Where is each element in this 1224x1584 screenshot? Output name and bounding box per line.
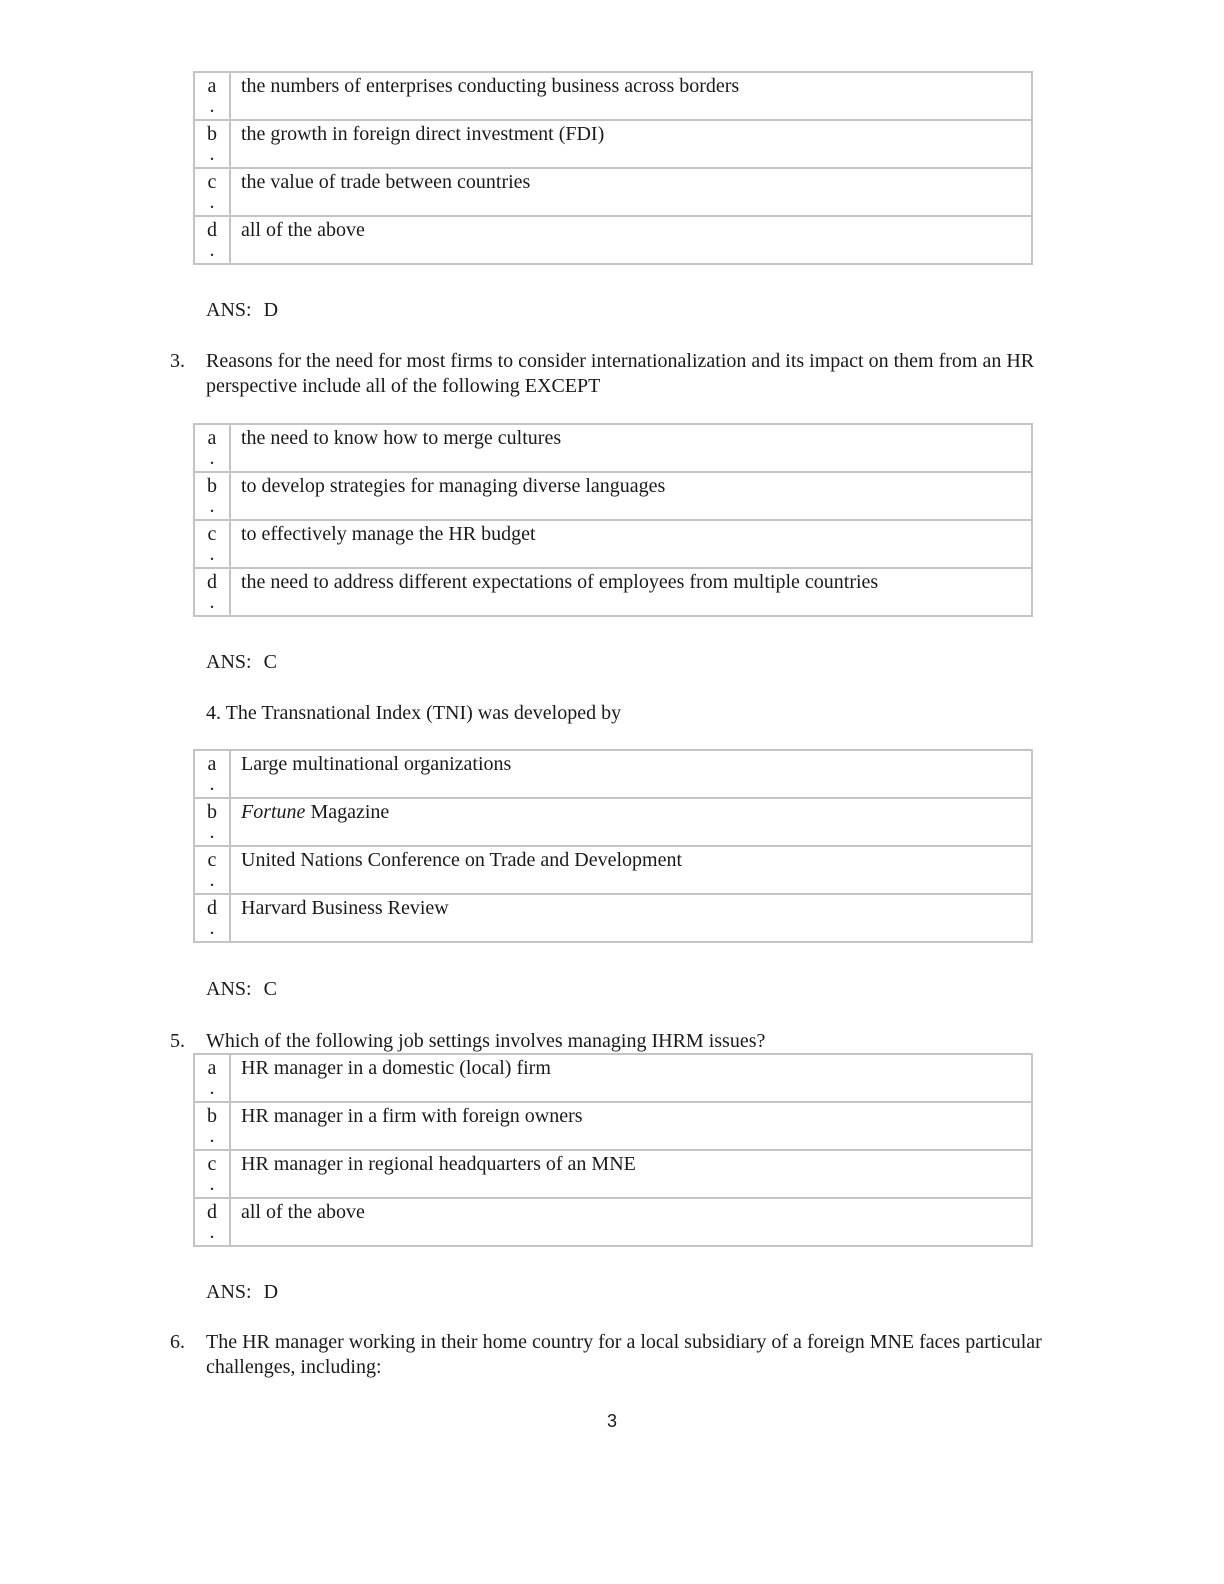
q4-question-text: 4. The Transnational Index (TNI) was developed by — [206, 702, 622, 724]
option-row — [194, 1102, 1032, 1150]
q2-options-table — [193, 71, 1033, 265]
option-text: HR manager in a firm with foreign owners — [230, 1102, 1032, 1150]
q5-question — [170, 1029, 1090, 1054]
option-letter: c . — [194, 846, 230, 894]
option-text: the need to address different expectations of employees from multiple countries — [230, 568, 1032, 616]
option-row — [194, 168, 1032, 216]
question-number: 3. — [170, 350, 185, 372]
answer-value: C — [263, 651, 277, 673]
option-text: the numbers of enterprises conducting business across borders — [230, 72, 1032, 120]
option-row — [194, 750, 1032, 798]
answer-value: D — [263, 299, 279, 321]
option-text: Harvard Business Review — [230, 894, 1032, 942]
answer-value: D — [263, 1281, 279, 1303]
option-text: Fortune Magazine — [230, 798, 1032, 846]
option-row — [194, 1150, 1032, 1198]
option-letter: b . — [194, 472, 230, 520]
question-number: 6. — [170, 1331, 185, 1353]
option-letter: d . — [194, 1198, 230, 1246]
option-text: HR manager in a domestic (local) firm — [230, 1054, 1032, 1102]
option-letter: a . — [194, 1054, 230, 1102]
page-number: 3 — [606, 1411, 617, 1431]
option-row — [194, 72, 1032, 120]
q3-question — [170, 349, 1090, 399]
answer-label: ANS: — [206, 299, 252, 321]
answer-value: C — [263, 978, 277, 1000]
q3-options-table — [193, 423, 1033, 617]
q5-answer — [206, 1280, 278, 1305]
option-text: Large multinational organizations — [230, 750, 1032, 798]
option-text: to effectively manage the HR budget — [230, 520, 1032, 568]
option-row — [194, 424, 1032, 472]
option-text: to develop strategies for managing diverse languages — [230, 472, 1032, 520]
italic-title: Fortune — [241, 801, 306, 823]
option-text: the growth in foreign direct investment (FDI) — [230, 120, 1032, 168]
question-text: The HR manager working in their home country for a local subsidiary of a foreign MNE faces particular challenges, including: — [206, 1331, 1042, 1378]
option-letter: d . — [194, 216, 230, 264]
q6-question — [170, 1330, 1090, 1380]
option-row — [194, 846, 1032, 894]
option-row — [194, 798, 1032, 846]
option-letter: b . — [194, 1102, 230, 1150]
question-number: 5. — [170, 1030, 185, 1052]
answer-label: ANS: — [206, 1281, 252, 1303]
option-row — [194, 1198, 1032, 1246]
q3-answer — [206, 650, 277, 675]
option-text: all of the above — [230, 216, 1032, 264]
answer-label: ANS: — [206, 651, 252, 673]
option-letter: a . — [194, 72, 230, 120]
option-letter: a . — [194, 424, 230, 472]
option-row — [194, 568, 1032, 616]
option-row — [194, 120, 1032, 168]
answer-label: ANS: — [206, 978, 252, 1000]
option-row — [194, 472, 1032, 520]
option-row — [194, 520, 1032, 568]
q4-options-table — [193, 749, 1033, 943]
option-letter: c . — [194, 1150, 230, 1198]
question-text: Reasons for the need for most firms to consider internationalization and its impact on them from an HR perspective include all of the following EXCEPT — [206, 350, 1035, 397]
option-letter: c . — [194, 520, 230, 568]
q2-answer — [206, 298, 278, 323]
option-row — [194, 216, 1032, 264]
option-letter: b . — [194, 120, 230, 168]
option-text: the value of trade between countries — [230, 168, 1032, 216]
option-row — [194, 894, 1032, 942]
option-letter: c . — [194, 168, 230, 216]
option-letter: d . — [194, 894, 230, 942]
option-letter: b . — [194, 798, 230, 846]
option-text: the need to know how to merge cultures — [230, 424, 1032, 472]
question-text: Which of the following job settings involves managing IHRM issues? — [206, 1030, 766, 1052]
option-text: HR manager in regional headquarters of an MNE — [230, 1150, 1032, 1198]
q4-answer — [206, 977, 277, 1002]
option-row — [194, 1054, 1032, 1102]
option-letter: d . — [194, 568, 230, 616]
option-text: United Nations Conference on Trade and Development — [230, 846, 1032, 894]
q5-options-table — [193, 1053, 1033, 1247]
option-letter: a . — [194, 750, 230, 798]
option-text: all of the above — [230, 1198, 1032, 1246]
